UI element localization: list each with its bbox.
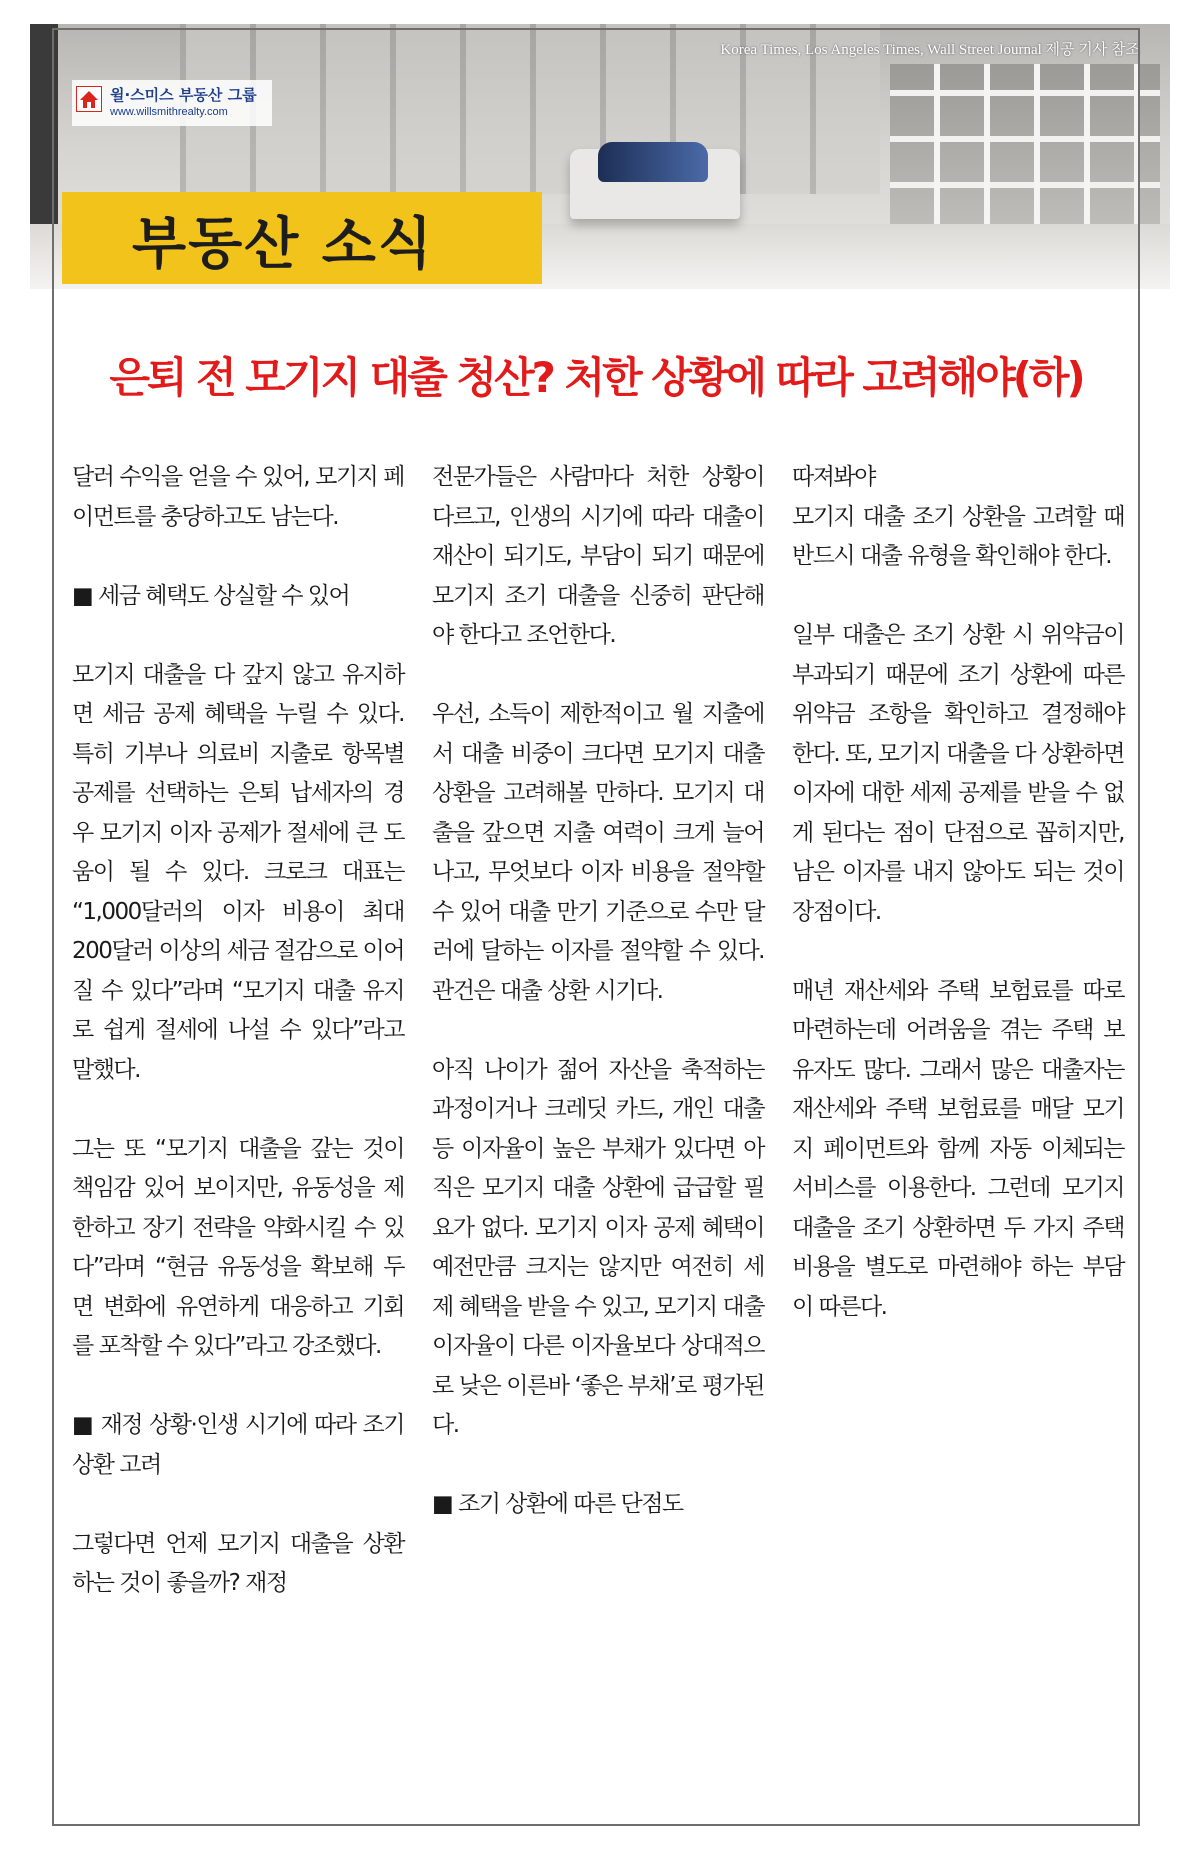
paragraph: 전문가들은 사람마다 처한 상황이 다르고, 인생의 시기에 따라 대출이 재산이 되기도, 부담이 되기 때문에 모기지 조기 대출을 신중히 판단해야 한다고 조언한다.: [432, 464, 764, 648]
section-title: 부동산 소식: [132, 212, 434, 277]
paragraph: 그렇다면 언제 모기지 대출을 상환하는 것이 좋을까? 재정: [72, 1530, 404, 1596]
article-column-2: [432, 458, 764, 1564]
logo-url: www.willsmithrealty.com: [110, 106, 228, 118]
paragraph: 우선, 소득이 제한적이고 월 지출에서 대출 비중이 크다면 모기지 대출 상환을 고려해볼 만하다. 모기지 대출을 갚으면 지출 여력이 크게 늘어나고, 무엇보다 이자 비용을 절약할 수 있어 대출 만기 기준으로 수만 달러에 달하는 이자를 절약할 수 있다. 관건은 대출 상환 시기다.: [432, 701, 764, 1004]
photo-credit: Korea Times, Los Angeles Times, Wall Street Journal 제공 기사 참조: [720, 42, 1140, 58]
subheading: ■ 세금 혜택도 상실할 수 있어: [72, 582, 350, 609]
subheading-continued: 따져봐야: [792, 464, 875, 490]
article-headline: 은퇴 전 모기지 대출 청산? 처한 상황에 따라 고려해야(하): [109, 353, 1083, 402]
article-column-3: [792, 458, 1124, 1367]
paragraph: 모기지 대출을 다 갚지 않고 유지하면 세금 공제 혜택을 누릴 수 있다. 특히 기부나 의료비 지출로 항목별 공제를 선택하는 은퇴 납세자의 경우 모기지 이자 공제가 절세에 큰 도움이 될 수 있다. 크로크 대표는 “1,000달러의 이자 비용이 최대 200달러 이상의 세금 절감으로 이어질 수 있다”라며 “모기지 대출 유지로 쉽게 절세에 나설 수 있다”라고 말했다.: [72, 661, 404, 1083]
paragraph: 아직 나이가 젊어 자산을 축적하는 과정이거나 크레딧 카드, 개인 대출 등 이자율이 높은 부채가 있다면 아직은 모기지 대출 상환에 급급할 필요가 없다. 모기지 이자 공제 혜택이 예전만큼 크지는 않지만 여전히 세제 혜택을 받을 수 있고, 모기지 대출 이자율이 다른 이자율보다 상대적으로 낮은 이른바 ‘좋은 부채’로 평가된다.: [432, 1056, 764, 1438]
paragraph: 일부 대출은 조기 상환 시 위약금이 부과되기 때문에 조기 상환에 따른 위약금 조항을 확인하고 결정해야 한다. 또, 모기지 대출을 다 상환하면 이자에 대한 세제 공제를 받을 수 없게 된다는 점이 단점으로 꼽히지만, 남은 이자를 내지 않아도 되는 것이 장점이다.: [792, 622, 1124, 925]
logo-name: 윌·스미스 부동산 그룹: [110, 86, 257, 104]
article-column-1: [72, 458, 404, 1643]
paragraph: 그는 또 “모기지 대출을 갚는 것이 책임감 있어 보이지만, 유동성을 제한하고 장기 전략을 약화시킬 수 있다”라며 “현금 유동성을 확보해 두면 변화에 유연하게 대응하고 기회를 포착할 수 있다”라고 강조했다.: [72, 1135, 404, 1359]
paragraph: 매년 재산세와 주택 보험료를 따로 마련하는데 어려움을 겪는 주택 보유자도 많다. 그래서 많은 대출자는 재산세와 주택 보험료를 매달 모기지 페이먼트와 함께 자동 이체되는 서비스를 이용한다. 그런데 모기지 대출을 조기 상환하면 두 가지 주택 비용을 별도로 마련해야 하는 부담이 따른다.: [792, 977, 1124, 1320]
subheading: ■ 조기 상환에 따른 단점도: [432, 1491, 683, 1517]
subheading: ■ 재정 상황·인생 시기에 따라 조기 상환 고려: [72, 1412, 404, 1478]
paragraph: 달러 수익을 얻을 수 있어, 모기지 페이먼트를 충당하고도 남는다.: [72, 464, 404, 530]
paragraph: 모기지 대출 조기 상환을 고려할 때 반드시 대출 유형을 확인해야 한다.: [792, 503, 1124, 569]
